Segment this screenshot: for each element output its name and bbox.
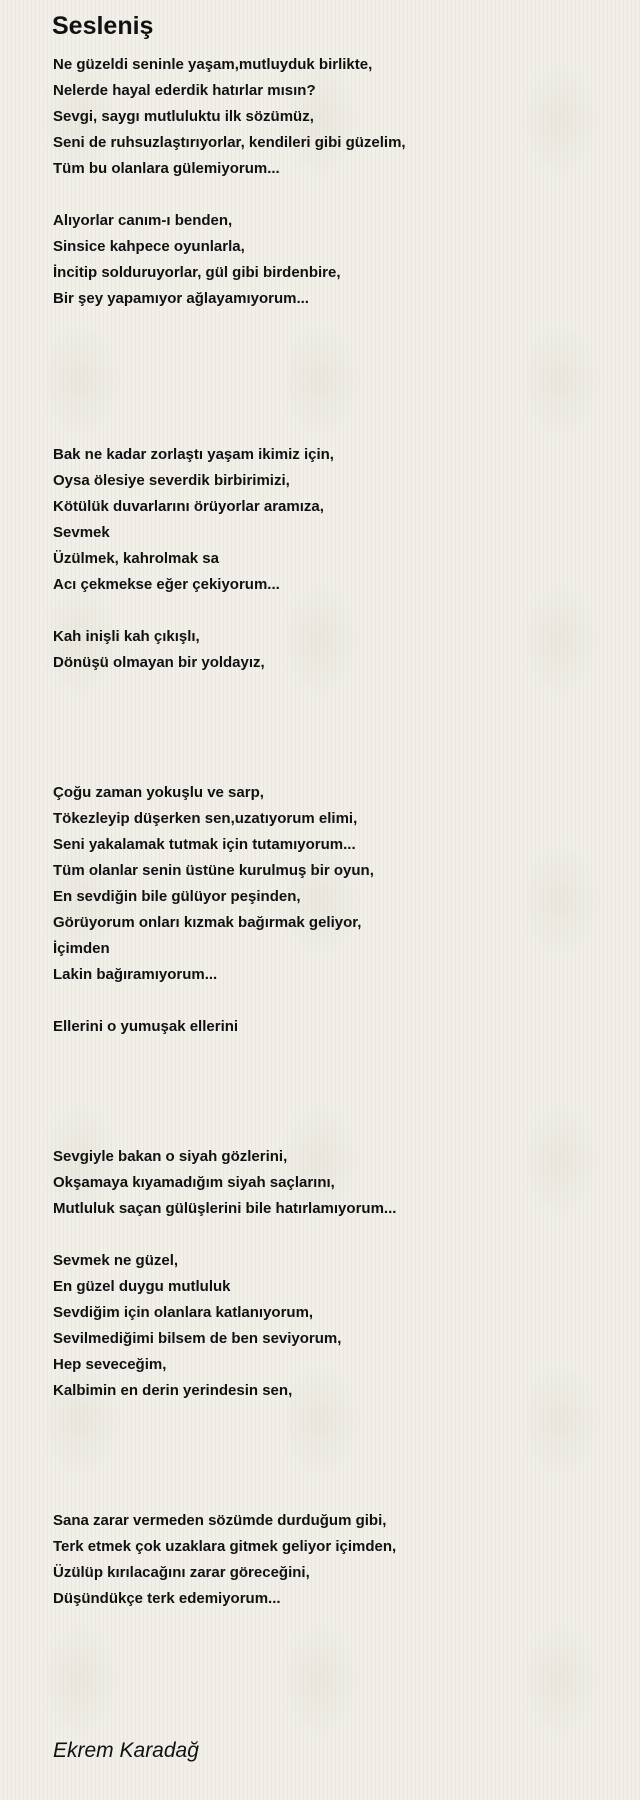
poem-line: Sevilmediğimi bilsem de ben seviyorum,	[53, 1330, 342, 1347]
poem-blank-line	[53, 988, 623, 1014]
poem-line: İçimden	[53, 940, 110, 957]
poem-blank-line	[53, 728, 623, 754]
poem-line: Nelerde hayal ederdik hatırlar mısın?	[53, 82, 316, 99]
poem-blank-line	[53, 1430, 623, 1456]
poem-blank-line	[53, 182, 623, 208]
poem-line: Kötülük duvarlarını örüyorlar aramıza,	[53, 498, 324, 515]
poem-blank-line	[53, 1404, 623, 1430]
poem-line: Sevgi, saygı mutluluktu ilk sözümüz,	[53, 108, 314, 125]
poem-line: Sevmek	[53, 524, 110, 541]
poem-blank-line	[53, 312, 623, 338]
poem-line: Düşündükçe terk edemiyorum...	[53, 1590, 281, 1607]
poem-line: Sevdiğim için olanlara katlanıyorum,	[53, 1304, 314, 1321]
poem-blank-line	[53, 702, 623, 728]
poem-line: Görüyorum onları kızmak bağırmak geliyor,	[53, 914, 362, 931]
poem-line: Tüm olanlar senin üstüne kurulmuş bir oyun,	[53, 862, 374, 879]
poem-blank-line	[53, 1456, 623, 1482]
poem-blank-line	[53, 1482, 623, 1508]
poem-blank-line	[53, 1040, 623, 1066]
poem-line: En sevdiğin bile gülüyor peşinden,	[53, 888, 301, 905]
poem-line: Üzülmek, kahrolmak sa	[53, 550, 219, 567]
poem-author: Ekrem Karadağ	[53, 1739, 199, 1762]
poem-line: Hep seveceğim,	[53, 1356, 167, 1373]
poem-line: Sevgiyle bakan o siyah gözlerini,	[53, 1148, 288, 1165]
poem-blank-line	[53, 416, 623, 442]
poem-line: Sevmek ne güzel,	[53, 1252, 179, 1269]
poem-line: İncitip solduruyorlar, gül gibi birdenbire,	[53, 264, 341, 281]
poem-title: Sesleniş	[52, 12, 154, 40]
poem-line: Acı çekmekse eğer çekiyorum...	[53, 576, 280, 593]
poem-line: Tüm bu olanlara gülemiyorum...	[53, 160, 280, 177]
poem-line: Seni de ruhsuzlaştırıyorlar, kendileri gibi güzelim,	[53, 134, 406, 151]
poem-blank-line	[53, 754, 623, 780]
poem-line: Bir şey yapamıyor ağlayamıyorum...	[53, 290, 309, 307]
poem-line: En güzel duygu mutluluk	[53, 1278, 231, 1295]
poem-line: Okşamaya kıyamadığım siyah saçlarını,	[53, 1174, 335, 1191]
poem-line: Tökezleyip düşerken sen,uzatıyorum elimi,	[53, 810, 358, 827]
poem-blank-line	[53, 1092, 623, 1118]
poem-blank-line	[53, 338, 623, 364]
poem-line: Alıyorlar canım-ı benden,	[53, 212, 233, 229]
poem-body	[53, 52, 623, 1612]
poem-line: Çoğu zaman yokuşlu ve sarp,	[53, 784, 264, 801]
poem-line: Dönüşü olmayan bir yoldayız,	[53, 654, 265, 671]
poem-line: Ne güzeldi seninle yaşam,mutluyduk birlikte,	[53, 56, 373, 73]
poem-line: Lakin bağıramıyorum...	[53, 966, 218, 983]
poem-line: Üzülüp kırılacağını zarar göreceğini,	[53, 1564, 310, 1581]
poem-blank-line	[53, 1066, 623, 1092]
poem-line: Mutluluk saçan gülüşlerini bile hatırlamıyorum...	[53, 1200, 397, 1217]
poem-line: Sana zarar vermeden sözümde durduğum gibi,	[53, 1512, 387, 1529]
poem-line: Ellerini o yumuşak ellerini	[53, 1018, 239, 1035]
poem-blank-line	[53, 390, 623, 416]
poem-line: Oysa ölesiye severdik birbirimizi,	[53, 472, 290, 489]
poem-line: Seni yakalamak tutmak için tutamıyorum...	[53, 836, 356, 853]
poem-blank-line	[53, 676, 623, 702]
poem-line: Kah inişli kah çıkışlı,	[53, 628, 200, 645]
poem-blank-line	[53, 364, 623, 390]
poem-blank-line	[53, 1222, 623, 1248]
poem-line: Sinsice kahpece oyunlarla,	[53, 238, 245, 255]
poem-line: Bak ne kadar zorlaştı yaşam ikimiz için,	[53, 446, 334, 463]
poem-blank-line	[53, 1118, 623, 1144]
poem-blank-line	[53, 598, 623, 624]
poem-line: Kalbimin en derin yerindesin sen,	[53, 1382, 293, 1399]
poem-line: Terk etmek çok uzaklara gitmek geliyor içimden,	[53, 1538, 397, 1555]
